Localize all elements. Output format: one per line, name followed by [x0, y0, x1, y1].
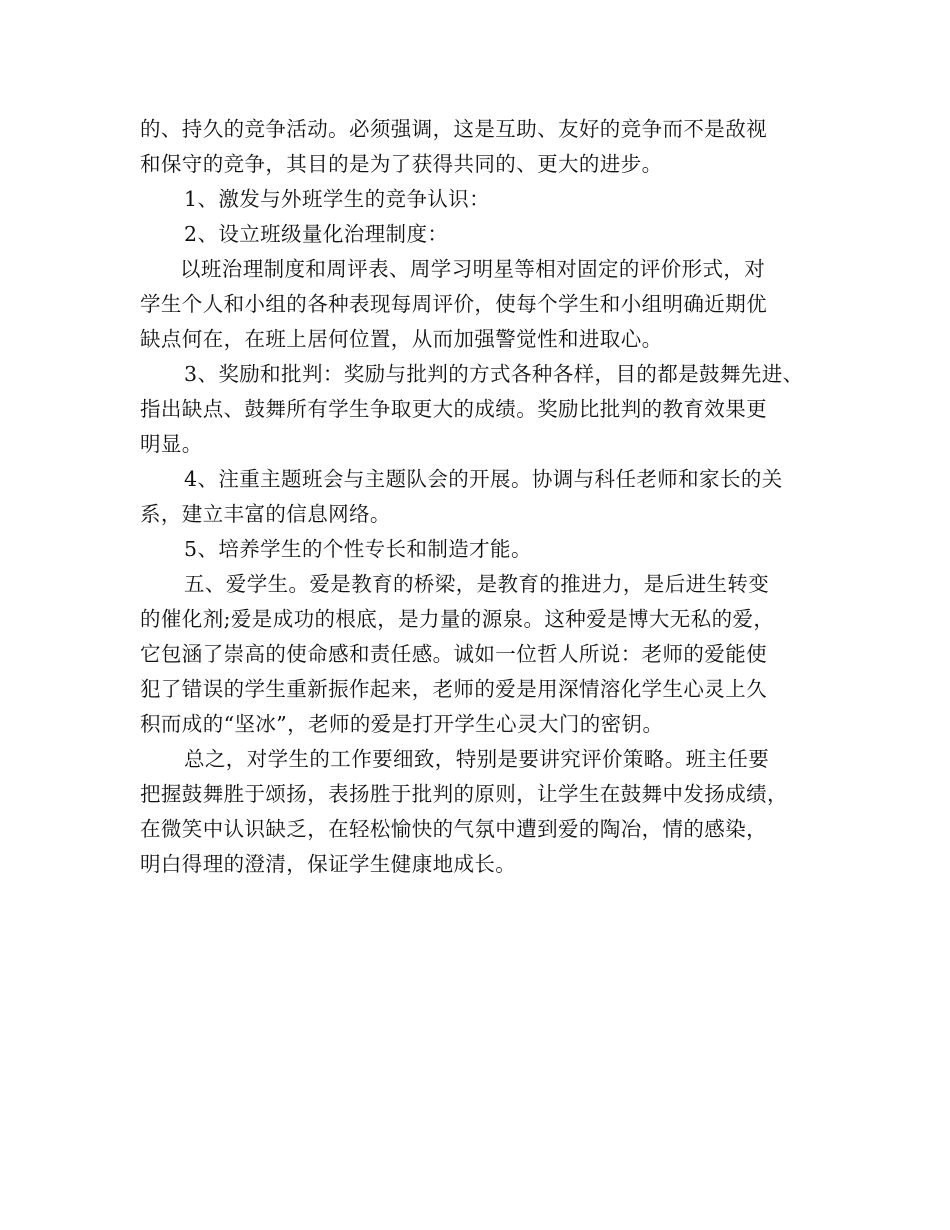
text-line: 4、注重主题班会与主题队会的开展。协调与科任老师和家长的关 — [184, 467, 783, 491]
text-line: 1、激发与外班学生的竞争认识： — [184, 187, 491, 211]
text-line: 在微笑中认识缺乏，在轻松愉快的气氛中遭到爱的陶冶，情的感染， — [140, 817, 767, 841]
text-line: 2、设立班级量化治理制度： — [184, 222, 449, 246]
text-line: 3、奖励和批判：奖励与批判的方式各种各样，目的都是鼓舞先进、 — [184, 362, 804, 386]
text-line: 把握鼓舞胜于颂扬，表扬胜于批判的原则，让学生在鼓舞中发扬成绩， — [140, 782, 788, 806]
text-line: 它包涵了崇高的使命感和责任感。诚如一位哲人所说：老师的爱能使 — [140, 642, 767, 666]
text-line: 以班治理制度和周评表、周学习明星等相对固定的评价形式，对 — [180, 257, 766, 281]
text-line: 犯了错误的学生重新振作起来，老师的爱是用深情溶化学生心灵上久 — [140, 677, 767, 701]
document-body — [140, 112, 820, 882]
text-line: 指出缺点、鼓舞所有学生争取更大的成绩。奖励比批判的教育效果更 — [140, 397, 767, 421]
text-line: 系，建立丰富的信息网络。 — [140, 502, 391, 526]
text-line: 和保守的竞争，其目的是为了获得共同的、更大的进步。 — [140, 152, 663, 176]
text-line: 缺点何在，在班上居何位置，从而加强警觉性和进取心。 — [140, 327, 663, 351]
text-line: 明显。 — [140, 432, 203, 456]
text-line: 的、持久的竞争活动。必须强调，这是互助、友好的竞争而不是敌视 — [140, 117, 767, 141]
text-line: 五、爱学生。爱是教育的桥梁，是教育的推进力，是后进生转变 — [184, 572, 770, 596]
text-line: 积而成的“坚冰”，老师的爱是打开学生心灵大门的密钥。 — [140, 712, 664, 736]
text-line: 的催化剂;爱是成功的根底，是力量的源泉。这种爱是博大无私的爱， — [140, 607, 775, 631]
text-line: 明白得理的澄清，保证学生健康地成长。 — [140, 852, 517, 876]
text-line: 学生个人和小组的各种表现每周评价，使每个学生和小组明确近期优 — [140, 292, 767, 316]
text-line: 总之，对学生的工作要细致，特别是要讲究评价策略。班主任要 — [184, 747, 770, 771]
text-line: 5、培养学生的个性专长和制造才能。 — [184, 537, 532, 561]
